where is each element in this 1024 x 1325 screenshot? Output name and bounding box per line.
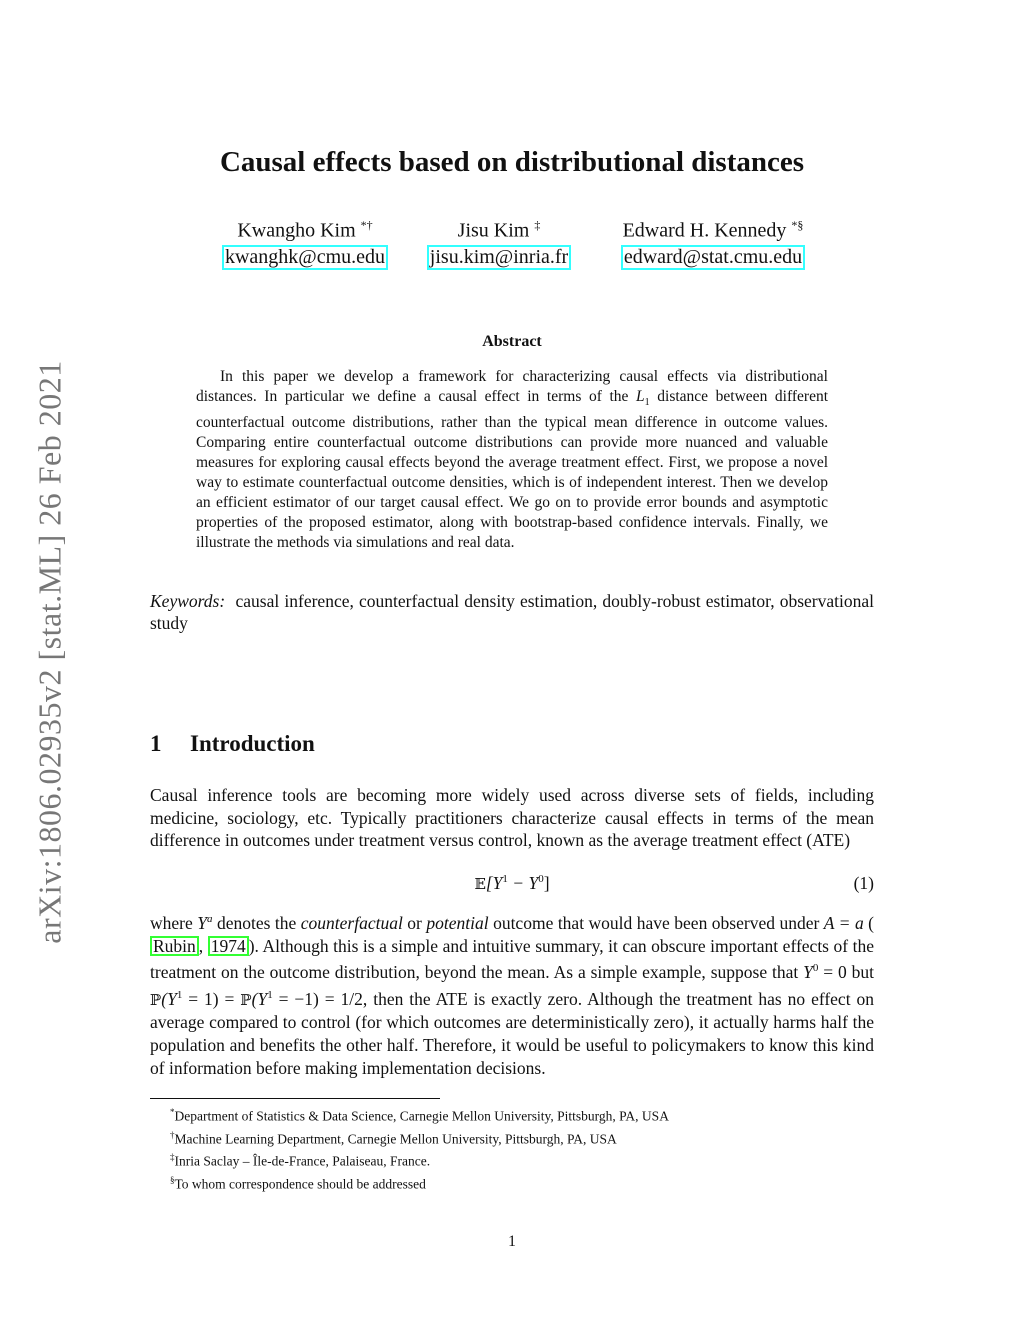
equation-1 [150,873,874,897]
author-marks: *† [360,218,373,232]
section-heading-introduction [150,731,315,757]
author-name: Edward H. Kennedy [622,219,787,242]
author-name: Kwangho Kim [237,219,356,242]
intro-paragraph: Causal inference tools are becoming more widely used across diverse sets of fields, including medicine, sociology, etc. Typically practitioners characterize causal effects in terms of the mean difference in outcomes under treatment versus control, known as the average treatment effect (ATE) [150,785,874,851]
footnote: ‡Inria Saclay – Île-de-France, Palaiseau, France. [170,1152,431,1169]
equation-expression: $𝔼[Y^1 - Y^0]$ [474,873,550,893]
footnote: *Department of Statistics & Data Science, Carnegie Mellon University, Pittsburgh, PA, USA [170,1107,669,1124]
author-marks: *§ [791,218,804,232]
keywords-label: Keywords: [150,591,226,611]
author-marks: ‡ [534,218,541,232]
footnotes [150,1103,874,1193]
page-number: 1 [508,1233,516,1250]
equation-number: (1) [853,873,874,893]
author-email-link[interactable]: kwanghk@cmu.edu [222,245,388,270]
footnote: §To whom correspondence should be addressed [170,1174,426,1191]
paper-title: Causal effects based on distributional distances [219,146,805,178]
arxiv-sidebar-stamp: arXiv:1806.02935v2 [stat.ML] 26 Feb 2021 [31,360,68,944]
author-email-link[interactable]: edward@stat.cmu.edu [621,245,805,270]
author-block-1 [190,213,420,270]
section-number: 1 [150,731,162,756]
citation-rubin-year-link[interactable]: 1974 [208,936,249,956]
keywords-text: causal inference, counterfactual density estimation, doubly-robust estimator, observational study [150,591,875,633]
abstract-text: In this paper we develop a framework for characterizing causal effects via distributional distances. In particular we define a causal effect in terms of the $L_1$ distance between different counterfactual outcome distributions, rather than the typical mean difference in outcome values. Comparing entire counterfactual outcome distributions can provide more nuanced and valuable measures for exploring causal effects beyond the average treatment effect. First, we propose a novel way to estimate counterfactual outcome densities, which is of independent interest. Then we develop an efficient estimator of our target causal effect. We go on to provide error bounds and asymptotic properties of the proposed estimator, along with bootstrap-based confidence intervals. Finally, we illustrate the methods via simulations and real data. [196,368,828,552]
author-email-link[interactable]: jisu.kim@inria.fr [427,245,571,270]
citation-rubin-author-link[interactable]: Rubin [150,936,199,956]
section-title: Introduction [190,731,315,756]
footnote-divider [150,1098,440,1099]
author-block-3 [598,213,828,270]
abstract-heading: Abstract [482,333,542,350]
author-block-2 [404,213,594,270]
paragraph-2: where $Y^a$ denotes the counterfactual or potential outcome that would have been observed under A = a (Rubin , 1974 ). Although this is a simple and intuitive summary, it can obscure important effects of the treatment on the outcome distribution, beyond the mean. As a simple example, suppose that $Y^0 = 0$ but $ℙ(Y^1 = 1)$ = $ℙ(Y^1 = -1) = 1/2$, then the ATE is exactly zero. Although the treatment has no effect on average compared to control (for which outcomes are deterministically zero), it actually harms half the population and benefits the other half. Therefore, it would be useful to policymakers to know this kind of information before making implementation decisions. [150,912,875,1078]
footnote: †Machine Learning Department, Carnegie Mellon University, Pittsburgh, PA, USA [170,1129,617,1146]
l1-symbol: L [636,388,645,405]
author-name: Jisu Kim [457,219,530,242]
keywords [150,590,874,634]
